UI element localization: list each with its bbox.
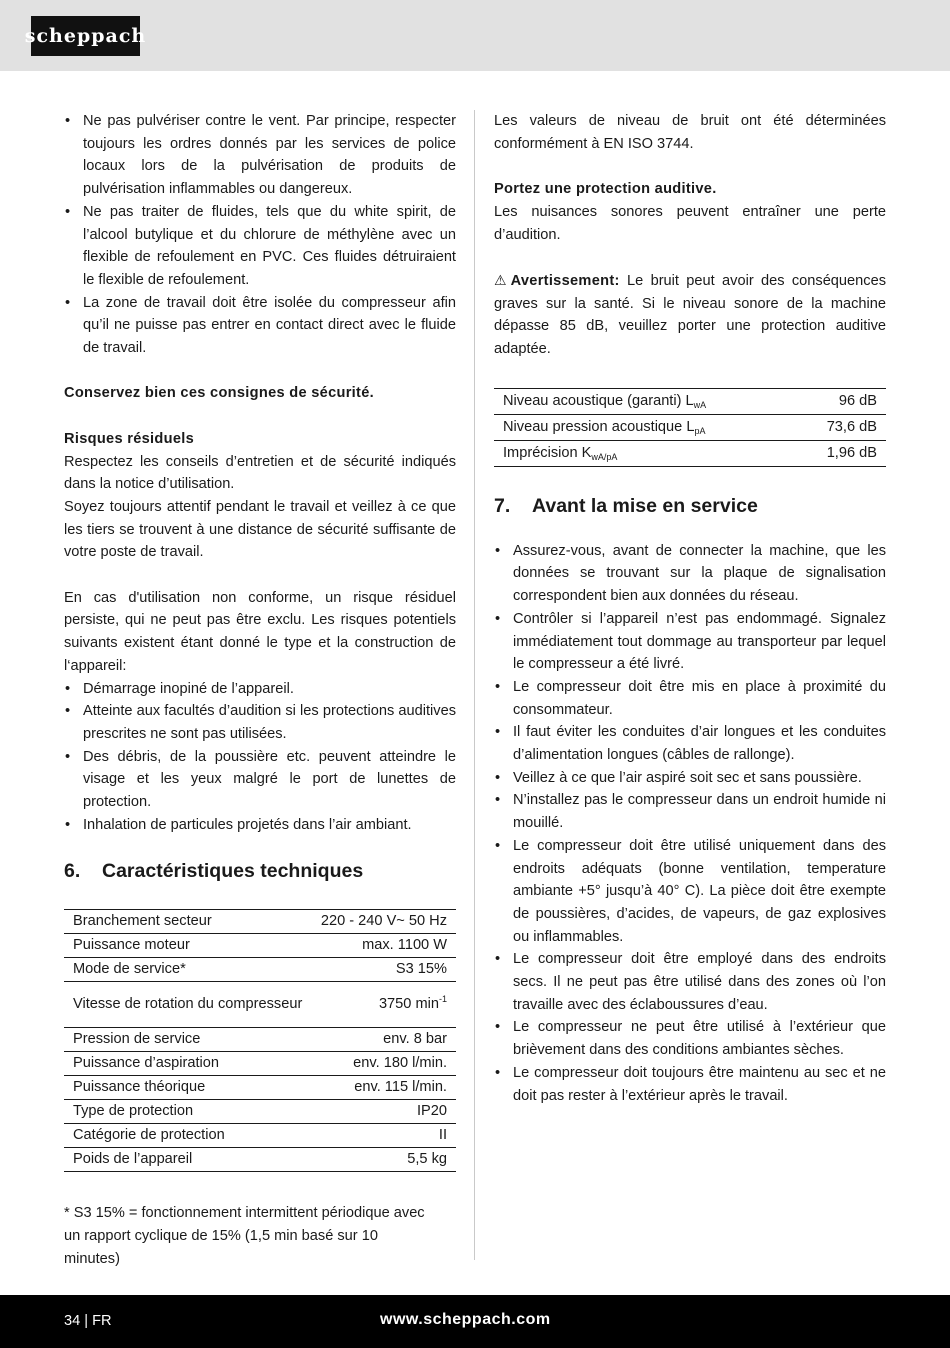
spec-value	[312, 982, 456, 1028]
paragraph: En cas d'utilisation non conforme, un risque résiduel persiste, qui ne peut pas être exclu. Les risques potentiels suivants existent étant donné le type et la construction de l‘appareil:	[64, 589, 456, 674]
list-item: • Démarrage inopiné de l’appareil.	[64, 678, 456, 701]
table-row	[494, 414, 886, 440]
section-6-heading	[64, 858, 456, 884]
table-row	[64, 1148, 456, 1172]
header-band	[0, 0, 950, 71]
risk-bullet-list	[64, 678, 456, 837]
website-link[interactable]: www.scheppach.com	[380, 1311, 551, 1328]
spec-label: Catégorie de protection	[64, 1124, 312, 1148]
noise-label	[494, 440, 793, 466]
paragraph: Les valeurs de niveau de bruit ont été déterminées conformément à EN ISO 3744.	[494, 113, 886, 152]
warning-triangle-icon: ⚠	[494, 271, 507, 288]
list-item: • Des débris, de la poussière etc. peuvent atteindre le visage et les yeux malgré le port de lunettes de protection.	[64, 746, 456, 814]
warning-paragraph	[494, 269, 886, 361]
noise-table	[494, 388, 886, 467]
list-item: • Inhalation de particules projetés dans l’air ambiant.	[64, 814, 456, 837]
table-row	[64, 1124, 456, 1148]
noise-label	[494, 388, 793, 414]
section-title: Avant la mise en service	[532, 494, 758, 517]
noise-label-subscript: wA/pA	[591, 451, 618, 462]
scheppach-logo	[24, 16, 147, 56]
section-number: 7.	[494, 494, 511, 517]
noise-label	[494, 414, 793, 440]
footnote: * S3 15% = fonctionnement intermittent périodique avec un rapport cyclique de 15% (1,5 min basé sur 10 minutes)	[64, 1205, 425, 1267]
table-row	[64, 958, 456, 982]
noise-label-text: Imprécision K	[503, 444, 592, 461]
list-item: • Ne pas pulvériser contre le vent. Par principe, respecter toujours les ordres donnés par les services de police locaux lors de la pulvérisation de produits de pulvérisation inflammables ou dangereux.	[64, 110, 456, 201]
table-row	[64, 1028, 456, 1052]
list-item: • La zone de travail doit être isolée du compresseur afin qu’il ne puisse pas entrer en contact direct avec le fluide de travail.	[64, 292, 456, 360]
footer-band	[0, 1295, 950, 1348]
spec-value: env. 8 bar	[312, 1028, 456, 1052]
noise-label-text: Niveau pression acoustique L	[503, 418, 695, 435]
spec-value: env. 180 l/min.	[312, 1052, 456, 1076]
spec-value: II	[312, 1124, 456, 1148]
noise-label-text: Niveau acoustique (garanti) L	[503, 392, 694, 409]
list-item: • Le compresseur doit être mis en place à proximité du consommateur.	[494, 676, 886, 721]
list-item: • Assurez-vous, avant de connecter la machine, que les données se trouvant sur la plaque de signalisation correspondent bien aux données du réseau.	[494, 540, 886, 608]
spec-value: env. 115 l/min.	[312, 1076, 456, 1100]
spec-value: 5,5 kg	[312, 1148, 456, 1172]
spec-label: Puissance d’aspiration	[64, 1052, 312, 1076]
list-item: • Le compresseur doit être utilisé uniquement dans des endroits adéquats (bonne ventilation, temperature ambiante +5° jusqu’à 40° C). La pièce doit être exempte de poussières, d’acides, de vapeurs, de gaz explosives ou inflammables.	[494, 835, 886, 949]
table-row	[64, 1076, 456, 1100]
noise-label-subscript: wA	[693, 399, 707, 410]
paragraph: Soyez toujours attentif pendant le travail et veillez à ce que les tiers se trouvent à une distance de sécurité suffisante de votre poste de travail.	[64, 498, 456, 561]
table-row	[64, 1100, 456, 1124]
spec-label: Pression de service	[64, 1028, 312, 1052]
spec-value: 220 - 240 V~ 50 Hz	[312, 910, 456, 934]
risques-heading: Risques résiduels	[64, 430, 195, 447]
spec-label: Type de protection	[64, 1100, 312, 1124]
page-number: 34 | FR	[64, 1313, 112, 1329]
right-column	[494, 110, 886, 1107]
protection-heading: Portez une protection auditive.	[494, 181, 717, 198]
spec-value: IP20	[312, 1100, 456, 1124]
spec-label: Puissance moteur	[64, 934, 312, 958]
section-number: 6.	[64, 860, 81, 883]
spec-label: Poids de l’appareil	[64, 1148, 312, 1172]
table-row	[494, 440, 886, 466]
list-item: • Ne pas traiter de fluides, tels que du white spirit, de l’alcool butylique et du chlorure de méthylène avec un flexible de refoulement en PVC. Ces fluides détruiraient le flexible de refoulement.	[64, 201, 456, 292]
list-item: • Le compresseur doit être employé dans des endroits secs. Il ne peut pas être utilisé dans des zones où l’on travaille avec des éclaboussures d’eau.	[494, 948, 886, 1016]
section-7-heading	[494, 493, 886, 519]
section-title: Caractéristiques techniques	[102, 860, 364, 883]
paragraph: Les nuisances sonores peuvent entraîner une perte d’audition.	[494, 203, 886, 243]
noise-value: 73,6 dB	[793, 414, 886, 440]
table-row	[494, 388, 886, 414]
spec-value-exponent: -1	[438, 994, 447, 1005]
column-divider	[474, 110, 475, 1260]
noise-value: 1,96 dB	[793, 440, 886, 466]
list-item: • Contrôler si l’appareil n’est pas endommagé. Signalez immédiatement tout dommage au transporteur par lequel le compresseur a été livré.	[494, 608, 886, 676]
list-item: • Le compresseur doit toujours être maintenu au sec et ne doit pas rester à l’extérieur après le travail.	[494, 1062, 886, 1107]
spec-value: S3 15%	[312, 958, 456, 982]
list-item: • N’installez pas le compresseur dans un endroit humide ni mouillé.	[494, 789, 886, 834]
list-item: • Veillez à ce que l’air aspiré soit sec et sans poussière.	[494, 767, 886, 790]
spec-label: Vitesse de rotation du compresseur	[64, 982, 312, 1028]
table-row	[64, 1052, 456, 1076]
table-row	[64, 910, 456, 934]
list-item: • Le compresseur ne peut être utilisé à l’extérieur que brièvement dans des conditions ambiantes sèches.	[494, 1016, 886, 1061]
noise-label-subscript: pA	[694, 425, 706, 436]
left-column	[64, 110, 456, 1271]
spec-value: max. 1100 W	[312, 934, 456, 958]
warning-text: Le bruit peut avoir des conséquences graves sur la santé. Si le niveau sonore de la machine dépasse 85 dB, veuillez porter une protection auditive adaptée.	[494, 272, 886, 357]
paragraph: Respectez les conseils d’entretien et de sécurité indiqués dans la notice d’utilisation.	[64, 453, 456, 493]
logo-text: scheppach	[24, 24, 147, 47]
conserve-notice: Conservez bien ces consignes de sécurité.	[64, 385, 374, 402]
spec-value-text: 3750 min	[378, 996, 439, 1013]
list-item: • Il faut éviter les conduites d’air longues et les conduites d’alimentation longues (câbles de rallonge).	[494, 721, 886, 766]
table-row	[64, 934, 456, 958]
setup-bullet-list	[494, 540, 886, 1108]
spec-label: Branchement secteur	[64, 910, 312, 934]
noise-value: 96 dB	[793, 388, 886, 414]
table-row	[64, 982, 456, 1028]
spec-table	[64, 909, 456, 1172]
list-item: • Atteinte aux facultés d’audition si les protections auditives prescrites ne sont pas utilisées.	[64, 700, 456, 745]
spec-label: Mode de service*	[64, 958, 312, 982]
warning-label: Avertissement:	[510, 272, 620, 289]
safety-bullet-list	[64, 110, 456, 360]
spec-label: Puissance théorique	[64, 1076, 312, 1100]
